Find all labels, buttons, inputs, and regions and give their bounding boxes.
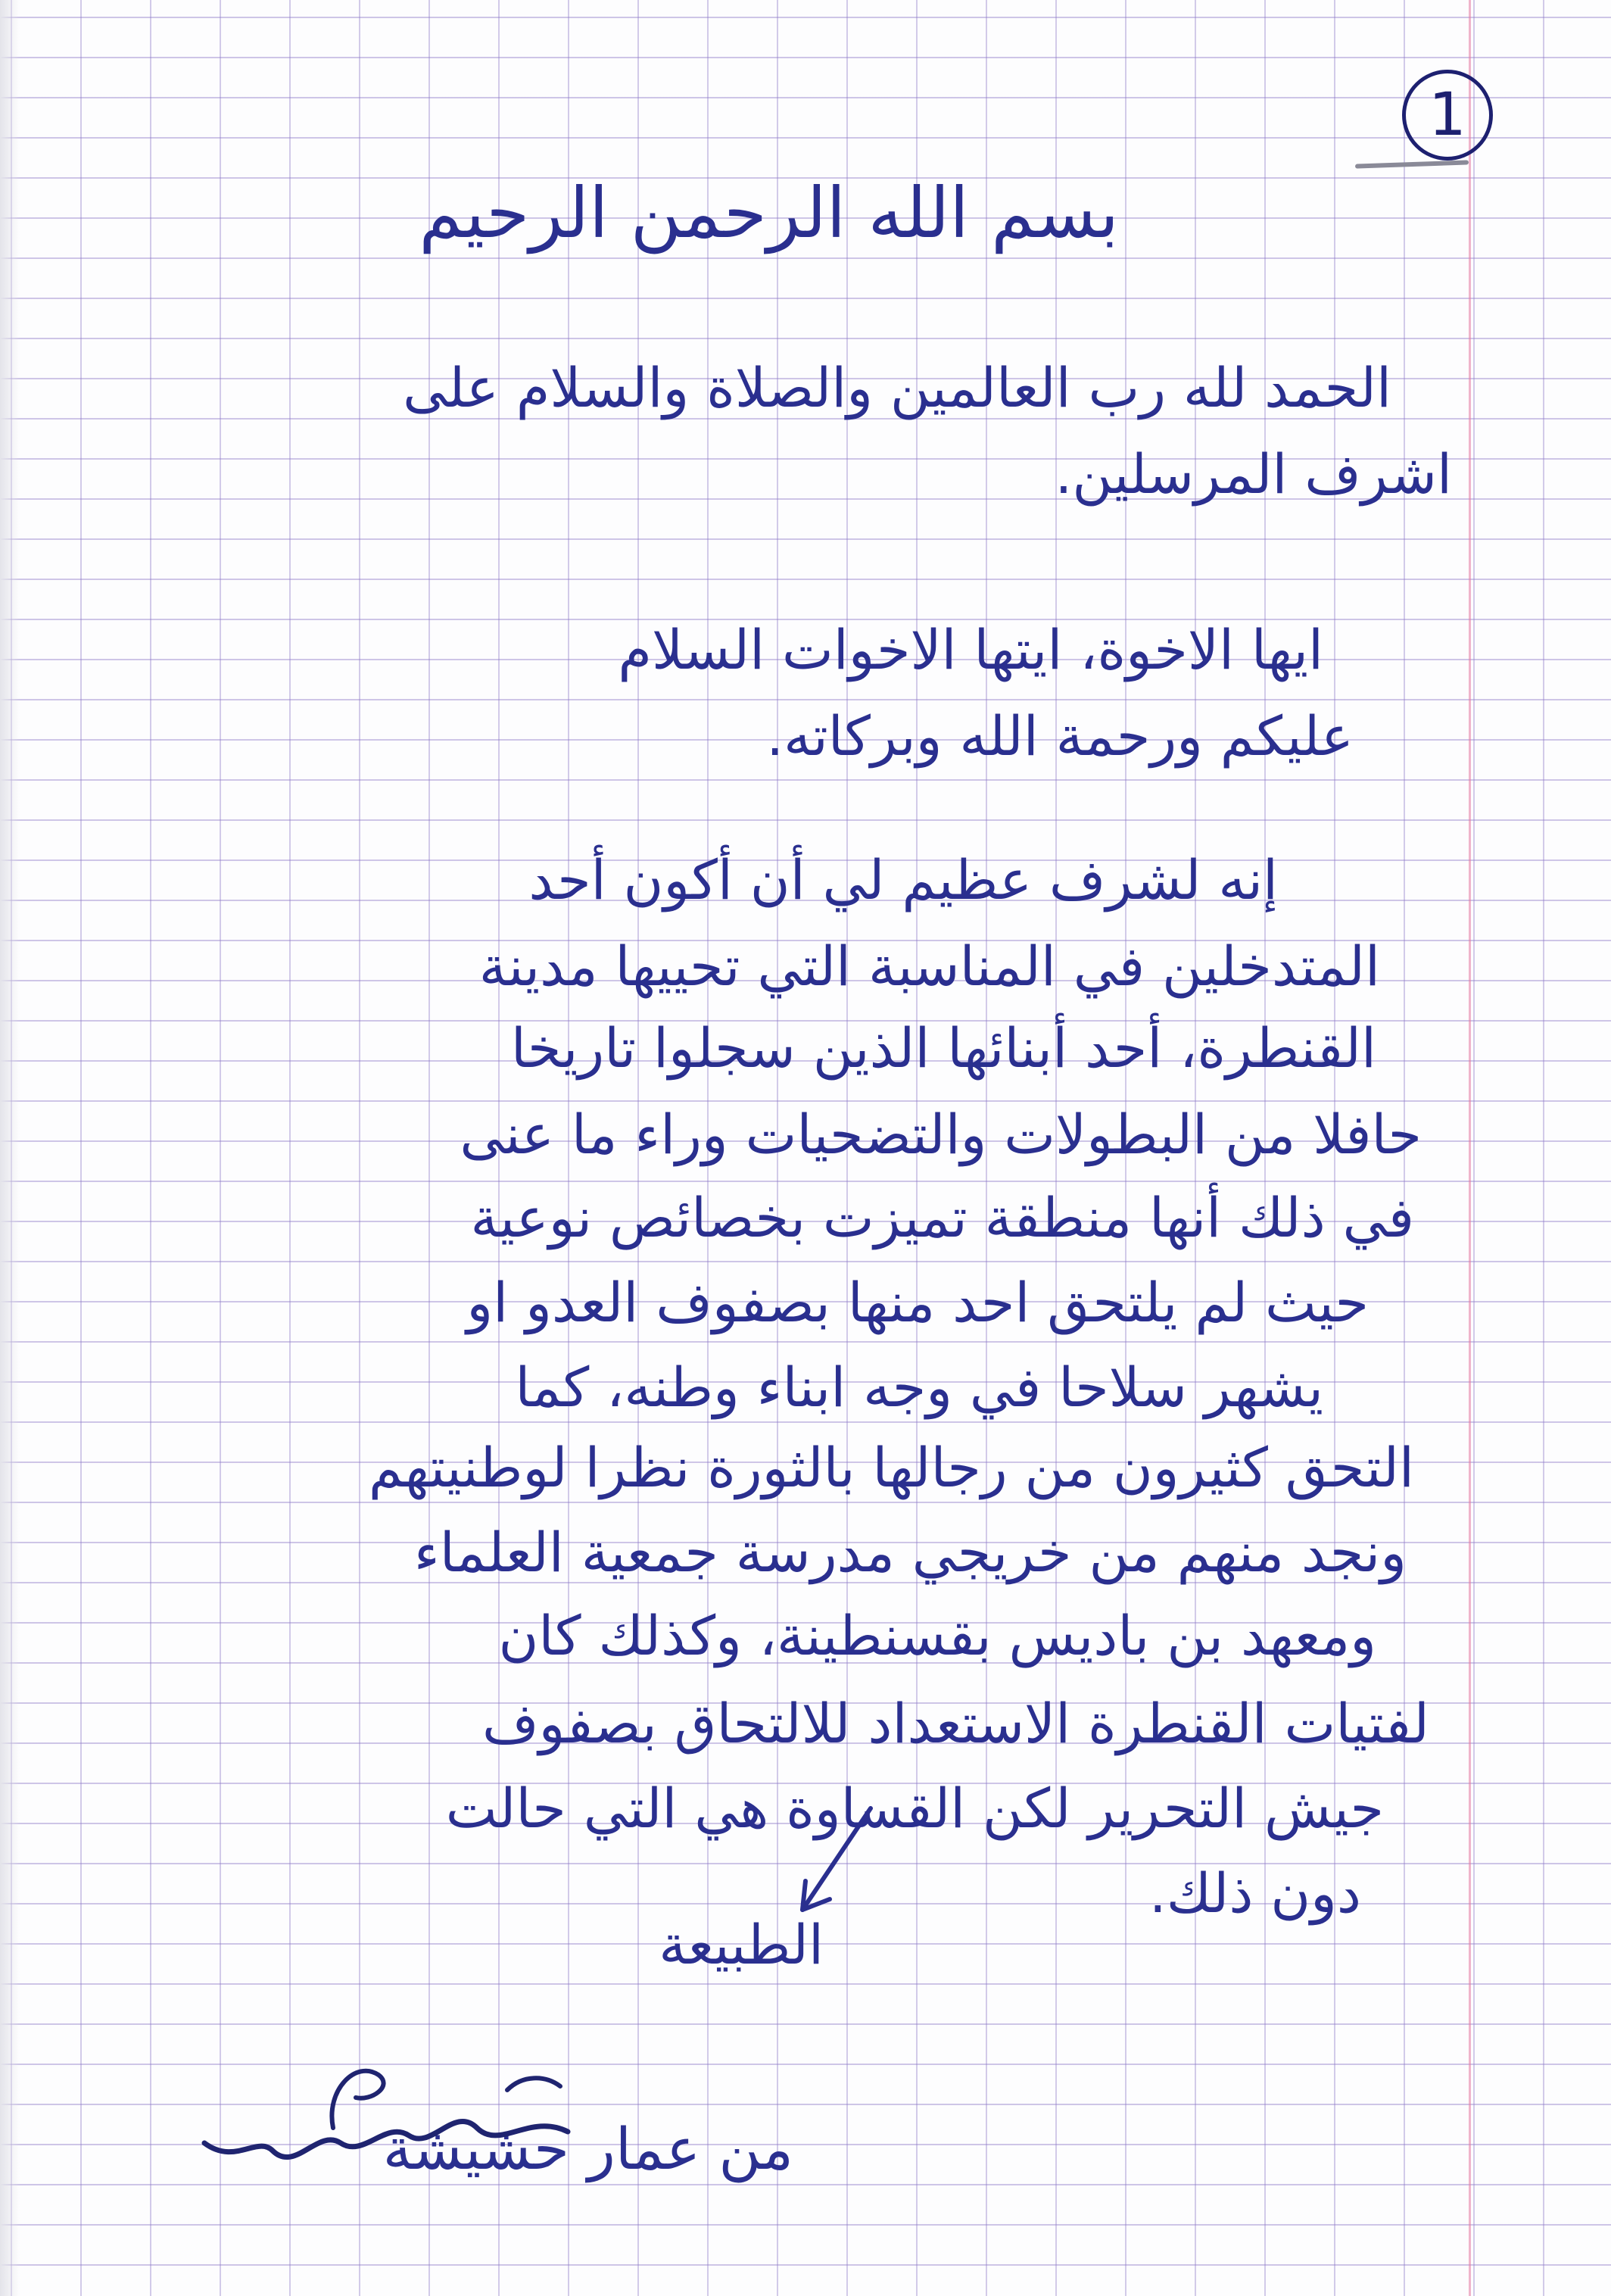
greeting-line: عليكم ورحمة الله وبركاته. <box>766 704 1354 768</box>
opening-line: اشرف المرسلين. <box>1055 442 1452 506</box>
body-line: القنطرة، أحد أبنائها الذين سجلوا تاريخا <box>510 1016 1376 1080</box>
body-line: المتدخلين في المناسبة التي تحييها مدينة <box>478 934 1380 998</box>
margin-line <box>1469 0 1471 2296</box>
basmala-heading: بسم الله الرحمن الرحيم <box>419 173 1119 254</box>
page-number: 1 <box>1429 81 1466 149</box>
body-line: في ذلك أنها منطقة تميزت بخصائص نوعية <box>470 1186 1414 1249</box>
body-line: ونجد منهم من خريجي مدرسة جمعية العلماء <box>413 1521 1407 1584</box>
body-line: جيش التحرير لكن القساوة هي التي حالت <box>445 1777 1384 1840</box>
body-line: إنه لشرف عظيم لي أن أكون أحد <box>528 848 1278 912</box>
inserted-word: الطبيعة <box>659 1913 824 1976</box>
signoff-text: من عمار حشيشة <box>382 2115 793 2182</box>
page-left-edge <box>0 0 20 2296</box>
body-line: حيث لم يلتحق احد منها بصفوف العدو او <box>466 1271 1369 1334</box>
body-line: ومعهد بن باديس بقسنطينة، وكذلك كان <box>498 1604 1376 1667</box>
body-line: يشهر سلاحا في وجه ابناء وطنه، كما <box>515 1355 1323 1419</box>
insertion-arrow-icon <box>787 1802 878 1923</box>
greeting-line: ايها الاخوة، ايتها الاخوات السلام <box>618 618 1323 682</box>
body-line: التحق كثيرون من رجالها بالثورة نظرا لوطنيتهم <box>368 1436 1414 1499</box>
handwritten-signature <box>189 2045 583 2188</box>
body-line: حافلا من البطولات والتضحيات وراء ما عنى <box>460 1103 1422 1166</box>
opening-line: الحمد لله رب العالمين والصلاة والسلام على <box>403 356 1391 420</box>
body-line: دون ذلك. <box>1148 1861 1361 1925</box>
pencil-mark <box>1355 160 1469 168</box>
body-line: لفتيات القنطرة الاستعداد للالتحاق بصفوف <box>482 1692 1429 1755</box>
